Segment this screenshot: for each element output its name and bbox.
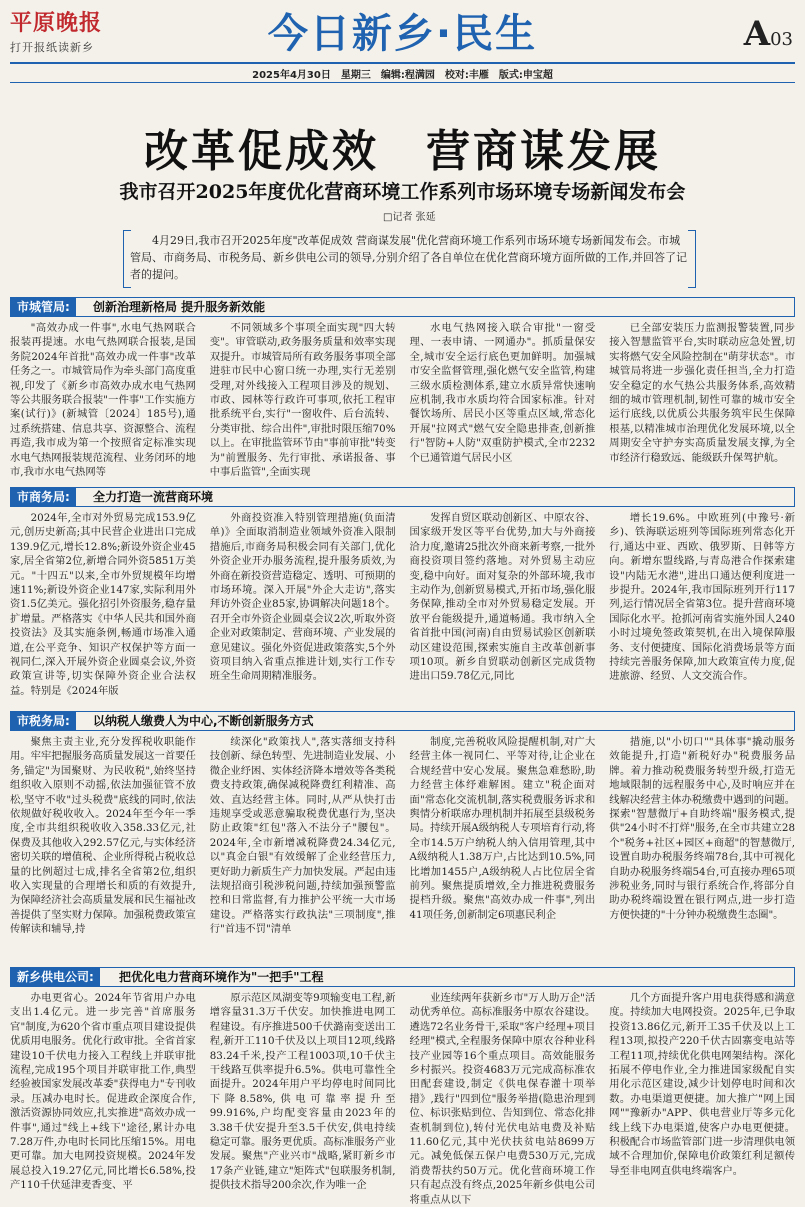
section-title-text: 全力打造一流营商环境	[93, 490, 214, 504]
column-text: 聚焦主责主业,充分发挥税收职能作用。牢牢把握服务高质量发展这一首要任务,锚定"为国聚财、为民收税",始终坚持组织收入原则不动摇,依法加强征管不放松,坚守不收"过头税费"底线的同时,依法依规做好税收收入。2024年至今年一季度,全市共组织税收收入358.33亿元,社保费及其他收入292.57亿元,与实体经济密切关联的增值税、企业所得税占税收总量的比例超过七成,排名全省第2位,组织收入实现量的合理增长和质的有效提升,为保障经济社会高质量发展和民生福祉改善提供了坚实财力保障。加强税费政策宣传解读和辅导,持	[10, 736, 196, 936]
section-body-taxation	[10, 735, 795, 963]
column-text: 业连续两年获新乡市"万人助万企"活动优秀单位。高标准服务中原农谷建设。遴选72名业务骨干,采取"客户经理+项目经理"模式,全程服务保障中原农谷种业科技产业园等16个重点项目。高效能服务乡村振兴。投资4683万元完成高标准农田配套建设,制定《供电保春灌十项举措》,践行"四到位"服务举措(隐患治理到位、标识张贴到位、告知到位、常态化排查机制到位),转付光伏电站电费及补贴11.60亿元,其中光伏扶贫电站8699万元。减免低保五保户电费530万元,完成消费帮扶约50万元。优化营商环境工作只有起点没有终点,2025年新乡供电公司将重点从以下	[409, 992, 596, 1206]
section-label: 市商务局:	[11, 488, 76, 506]
article-column	[210, 735, 396, 963]
section-body-city-management	[10, 321, 795, 481]
article-column	[10, 321, 196, 481]
logo-text: 平原晚报	[10, 10, 103, 36]
article-column	[609, 991, 795, 1195]
article-column	[609, 735, 795, 963]
section-title-text: 以纳税人缴费人为中心,不断创新服务方式	[93, 714, 314, 728]
page-letter: A	[743, 14, 771, 54]
column-text: 几个方面提升客户用电获得感和满意度。持续加大电网投资。2025年,已争取投资13.86亿元,新开工35千伏及以上工程13项,拟投产220千伏古固寨变电站等工程11项,持续优化供电网架结构。深化拓展不停电作业,全力推进国家级配自实用化示范区建设,减少计划停电时间和次数。办电渠道更便捷。加大推广"网上国网""豫新办"APP、供电营业厅等多元化线上线下办电渠道,使客户办电更便捷。积极配合市场监管部门进一步清理供电领域不合理加价,保障电价政策红利足额传导至非电网直供电终端客户。	[609, 992, 795, 1177]
column-text: 增长19.6%。中欧班列(中豫号·新乡)、铁海联运班列等国际班列常态化开行,通达中亚、西欧、俄罗斯、日韩等方向。新增东盟线路,与青岛港合作探索建设"内陆无水港",进出口通达便利度进一步提升。2024年,我市国际班列开行117列,运行情况居全省第3位。提升营商环境国际化水平。抢抓河南省实施外国人240小时过境免签政策契机,在出入境保障服务、支付便捷度、国际化消费场景等方面持续完善服务保障,加大政策宣传力度,促进旅游、经贸、人文交流合作。	[609, 512, 795, 683]
article-column	[10, 735, 196, 963]
article-column	[409, 991, 596, 1206]
page-digits: 03	[770, 29, 793, 50]
column-text: 办电更省心。2024年节省用户办电支出1.4亿元。进一步完善"首席服务官"制度,为620个省市重点项目建设提供优质用电服务。优化行政审批。全省首家建设10千伏电力接入工程线上并联审批流程,完成195个项目并联审批工作,典型经验被国家发展改革委"获得电力"专刊收录。压减办电时长。促进政企深度合作,激活资源协同效应,扎实推进"高效办成一件事",通过"线上+线下"途径,累计办电7.28万件,办电时长同比压缩15%。用电更可靠。加大电网投资规模。2024年发展总投入19.27亿元,同比增长6.58%,投产110千伏延津麦香变、平	[10, 992, 196, 1192]
column-text: 续深化"政策找人",落实落细支持科技创新、绿色转型、先进制造业发展、小微企业纾困、实体经济降本增效等各类税费支持政策,确保减税降费红利精准、高效、直达经营主体。同时,从严从快打击违规享受或恶意骗取税费优惠行为,坚决防止政策"红包"落入不法分子"腰包"。2024年,全市新增减税降费24.34亿元,以"真金白银"有效缓解了企业经营压力,更好助力新质生产力加快发展。严起由违法规招商引税涉税问题,持续加强预警监控和日常监督,有力推护公平统一大市场建设。严格落实行政执法"三项制度",推行"首违不罚"清单	[209, 736, 396, 936]
column-text: 措施,以"小切口""具体事"撬动服务效能提升,打造"新税好办"税费服务品牌。着力推动税费服务转型升级,打造无地域限制的远程服务中心,及时响应并在线解决经营主体办税缴费中遇到的问题。探索"智慧微厅+自助终端"服务模式,提供"24小时不打烊"服务,在全市共建立28个"税务+社区+园区+商超"的智慧微厅,设置自助办税服务终端78台,其中可视化自助办税服务终端54台,可直接办理65项涉税业务,同时与银行系统合作,将部分自助办税终端设置在银行网点,进一步打造方便快捷的"十分钟办税缴费生态圈"。	[609, 736, 795, 921]
logo-slogan: 打开报纸读新乡	[10, 41, 94, 54]
section-body-commerce	[10, 511, 795, 707]
article-column	[410, 735, 596, 963]
column-text: 水电气热网接入联合审批"一窗受理、一表申请、一网通办"。抓质量保安全,城市安全运行底色更加鲜明。加强城市安全监督管理,强化燃气安全监管,构建三级水质检测体系,建立水质异常快速响应机制,我市水质均符合国家标准。针对餐饮场所、居民小区等重点区域,常态化开展"拉网式"燃气安全隐患排查,创新推行"智防+人防"双重防护模式,全市2232个已通管道气居民小区	[409, 322, 596, 464]
byline: □记者 张延	[383, 212, 436, 223]
column-text: 不同领域多个事项全面实现"四大转变"。审管联动,政务服务质量和效率实现双提升。市城管局所有政务服务事项全部进驻市民中心窗口统一办理,实行无差别受理,对外线接入工程项目涉及的规划、市政、园林等行政许可事项,依托工程审批系统平台,实行"一窗收件、后台流转、分类审批、综合出件",审批时限压缩70%以上。在审批监管环节由"事前审批"转变为"前置服务、先行审批、承诺报备、事中事后监管",全面实现	[209, 322, 396, 479]
section-label: 市城管局:	[11, 298, 76, 316]
masthead-rule	[10, 62, 795, 64]
article-column	[210, 321, 396, 481]
column-text: 已全部安装压力监测报警装置,同步接入智慧监管平台,实时联动应急处置,切实将燃气安全风险控制在"萌芽状态"。市城管局将进一步强化责任担当,全力打造安全稳定的水气热公共服务体系,高效精细的城市管理机制,韧性可靠的城市安全运行底线,以优质公共服务筑牢民生保障根基,以精准城市治理优化发展环境,以全周期安全守护夯实高质量发展支撑,为全市经济行稳致远、能级跃升保驾护航。	[609, 322, 795, 464]
issue-info: 2025年4月30日 星期三 编辑:程满园 校对:丰雁 版式:申宝超	[252, 70, 553, 81]
section-header-taxation	[10, 711, 795, 731]
column-text: 外商投资准入特别管理措施(负面清单)》全面取消制造业领域外资准入限制措施后,市商务局积极会同有关部门,优化外资企业开办服务流程,提升服务质效,为外商在新投资营造稳定、透明、可预期的市场环境。深入开展"外企大走访",落实拜访外资企业85家,协调解决问题18个。召开全市外资企业圆桌会议2次,听取外资企业对政策制定、营商环境、产业发展的意见建议。强化外资促进政策落实,5个外资项目纳入省重点推进计划,实行工作专班全生命周期精准服务。	[209, 512, 396, 683]
section-label: 市税务局:	[11, 712, 76, 730]
column-text: 发挥自贸区联动创新区、中原农谷、国家级开发区等平台优势,加大与外商接洽力度,邀请25批次外商来新考察,一批外商投资项目签约落地。对外贸易主动应变,稳中向好。面对复杂的外部环境,我市主动作为,创新贸易模式,开拓市场,强化服务保障,推动全市对外贸易稳定发展。开放平台能级提升,通道畅通。我市纳入全省首批中国(河南)自由贸易试验区创新联动区建设范围,探索实施自主改革创新事项10项。新乡自贸联动创新区完成货物进出口59.78亿元,同比	[409, 512, 596, 683]
article-column	[10, 511, 196, 707]
lead-bracket-right	[688, 230, 696, 288]
page-number	[744, 14, 793, 54]
article-column	[210, 511, 396, 707]
column-text: "高效办成一件事",水电气热网联合报装再提速。水电气热网联合报装,是国务院2024年首批"高效办成一件事"改革任务之一。市城管局作为牵头部门高度重视,印发了《新乡市高效办成水电气热网等公共服务联合报装"一件事"工作实施方案(试行)》(新城管〔2024〕185号),通过系统搭建、信息共享、资源整合、流程再造,我市成为第一个按照省定标准实现水电气热网报装规范流程、业务闭环的地市,我市水电气热网等	[10, 322, 196, 479]
article-column	[609, 321, 795, 481]
article-column	[410, 321, 596, 481]
section-label: 新乡供电公司:	[11, 968, 100, 986]
section-body-power-supply	[10, 991, 795, 1206]
section-title: 今日新乡·民生	[267, 11, 538, 57]
article-column	[609, 511, 795, 707]
article-column	[10, 991, 196, 1195]
section-header-city-management	[10, 297, 795, 317]
subheadline: 我市召开2025年度优化营商环境工作系列市场环境专场新闻发布会	[119, 181, 686, 203]
article-column	[410, 511, 596, 707]
section-title-text: 把优化电力营商环境作为"一把手"工程	[119, 970, 324, 984]
section-header-commerce	[10, 487, 795, 507]
masthead	[0, 0, 805, 64]
section-title-text: 创新治理新格局 提升服务新效能	[93, 300, 266, 314]
column-text: 制度,完善税收风险提醒机制,对广大经营主体一视同仁、平等对待,让企业在合规经营中安心发展。聚焦急难愁盼,助力经营主体纾难解困。建立"税企面对面"常态化交流机制,落实税费服务诉求和舆情分析联席办理机制并拓展至县级税务局。持续开展A级纳税人专项培育行动,将全市14.5万户纳税人纳入信用管理,其中A级纳税人1.38万户,占比达到10.5%,同比增加1455户,A级纳税人占比位居全省前列。聚焦提质增效,全力推进税费服务提档升级。聚焦"高效办成一件事",列出41项任务,创新制定6项惠民利企	[409, 736, 596, 921]
info-rule	[10, 82, 795, 83]
column-text: 2024年,全市对外贸易完成153.9亿元,创历史新高;其中民营企业进出口完成139.9亿元,增长12.8%;新设外资企业45家,居全省第2位,新增合同外资5851万美元。"十四五"以来,全市外贸规模年均增速11%;新设外资企业147家,实际利用外资1.5亿美元。强化招引外资服务,稳存量扩增量。严格落实《中华人民共和国外商投资法》及其实施条例,畅通市场准入通道,在公平竞争、知识产权保护等方面一视同仁,深入开展外资企业圆桌会议,外资政策宣讲等,切实保障外资企业合法权益。特别是《2024年版	[10, 512, 196, 697]
section-header-power-supply	[10, 967, 795, 987]
lead-paragraph: 4月29日,我市召开2025年度"改革促成效 营商谋发展"优化营商环境工作系列市场环境专场新闻发布会。市城管局、市商务局、市税务局、新乡供电公司的领导,分别介绍了各自单位在优化营商环境方面所做的工作,并回答了记者的提问。	[130, 234, 687, 281]
column-text: 原示范区凤湖变等9项输变电工程,新增容量31.3万千伏安。加快推进电网工程建设。有序推进500千伏潞南变送出工程,新开工110千伏及以上项目12项,线路83.24千米,投产工程1003项,10千伏主干线路互供率提升6.5%。供电可靠性全面提升。2024年用户平均停电时间同比下降8.58%,供电可靠率提升至99.916%,户均配变容量由2023年的3.38千伏安提升至3.5千伏安,供电持续稳定可靠。服务更优质。高标准服务产业发展。聚焦"产业兴市"战略,紧盯新乡市17条产业链,建立"矩阵式"包联服务机制,提供技术指导200余次,作为唯一企	[209, 992, 396, 1192]
headline: 改革促成效 营商谋发展	[144, 126, 661, 177]
article-column	[210, 991, 396, 1195]
